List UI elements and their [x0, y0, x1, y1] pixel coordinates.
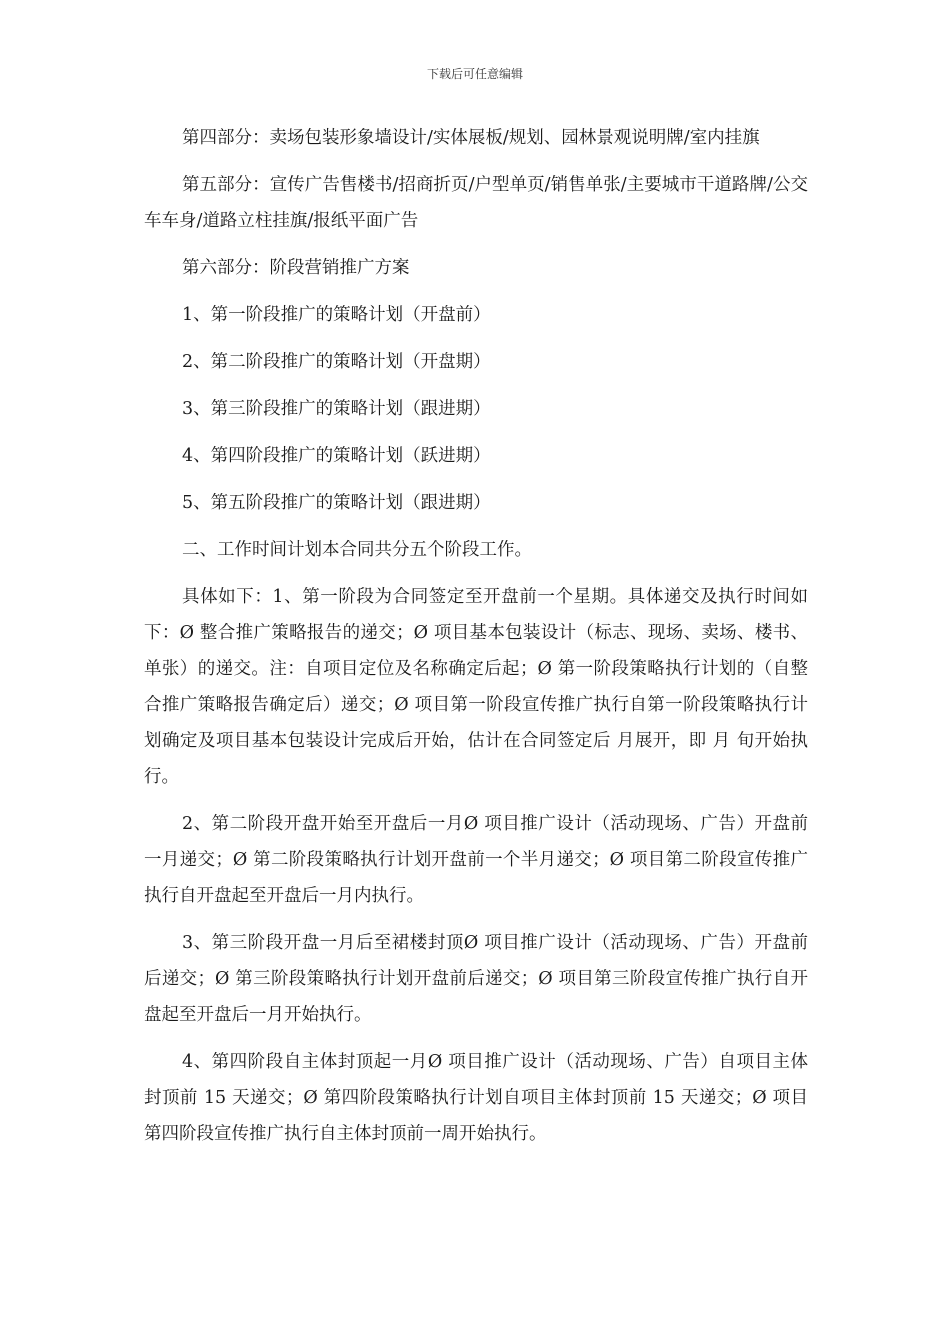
paragraph-part-five: 第五部分：宣传广告售楼书/招商折页/户型单页/销售单张/主要城市干道路牌/公交车车身/道路立柱挂旗/报纸平面广告: [144, 175, 808, 231]
list-item-stage-1: 1、第一阶段推广的策略计划（开盘前）: [182, 305, 491, 325]
paragraph-stage-2-detail: 2、第二阶段开盘开始至开盘后一月Ø 项目推广设计（活动现场、广告）开盘前一月递交；Ø 第二阶段策略执行计划开盘前一个半月递交；Ø 项目第二阶段宣传推广执行自开盘起至开盘后一月内执行。: [144, 814, 808, 906]
page-header-note: 下载后可任意编辑: [426, 67, 523, 81]
list-item-stage-5: 5、第五阶段推广的策略计划（跟进期）: [182, 493, 491, 513]
paragraph-stage-1-detail: 具体如下：1、第一阶段为合同签定至开盘前一个星期。具体递交及执行时间如下：Ø 整合推广策略报告的递交；Ø 项目基本包装设计（标志、现场、卖场、楼书、单张）的递交。注：自项目定位及名称确定后起；Ø 第一阶段策略执行计划的（自整合推广策略报告确定后）递交；Ø 项目第一阶段宣传推广执行自第一阶段策略执行计划确定及项目基本包装设计完成后开始，估计在合同签定后 月展开，即 月 旬开始执行。: [144, 587, 808, 787]
list-item-stage-3: 3、第三阶段推广的策略计划（跟进期）: [182, 399, 491, 419]
paragraph-part-six: 第六部分：阶段营销推广方案: [182, 258, 410, 278]
list-item-stage-4: 4、第四阶段推广的策略计划（跃进期）: [182, 446, 491, 466]
paragraph-stage-3-detail: 3、第三阶段开盘一月后至裙楼封顶Ø 项目推广设计（活动现场、广告）开盘前后递交；Ø 第三阶段策略执行计划开盘前后递交；Ø 项目第三阶段宣传推广执行自开盘起至开盘后一月开始执行。: [144, 933, 808, 1025]
paragraph-part-four: 第四部分：卖场包装形象墙设计/实体展板/规划、园林景观说明牌/室内挂旗: [182, 128, 760, 148]
document-body: [144, 120, 808, 1163]
paragraph-stage-4-detail: 4、第四阶段自主体封顶起一月Ø 项目推广设计（活动现场、广告）自项目主体封顶前 15 天递交；Ø 第四阶段策略执行计划自项目主体封顶前 15 天递交；Ø 项目第四阶段宣传推广执行自主体封顶前一周开始执行。: [144, 1052, 808, 1144]
list-item-stage-2: 2、第二阶段推广的策略计划（开盘期）: [182, 352, 491, 372]
section-heading-work-schedule: 二、工作时间计划本合同共分五个阶段工作。: [182, 540, 532, 560]
